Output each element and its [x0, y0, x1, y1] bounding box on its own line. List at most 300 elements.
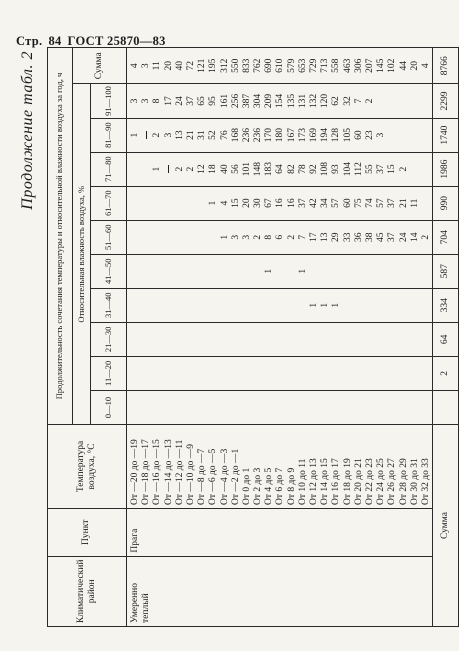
- value-cell: 20: [241, 198, 252, 208]
- sum-value: 550: [230, 58, 241, 73]
- sum-value: 72: [185, 61, 196, 71]
- value-cell: [287, 391, 298, 424]
- sum-row-value: 1986: [433, 152, 459, 186]
- value-cell: [421, 84, 432, 117]
- value-cell: [343, 255, 354, 288]
- value-cell: [186, 187, 197, 220]
- header-rh-range: 0—10: [91, 390, 127, 424]
- sum-value: 4: [130, 63, 140, 69]
- value-cell: [253, 323, 264, 356]
- value-cell: 31: [197, 130, 208, 140]
- value-cell: [141, 357, 152, 390]
- value-cell: [220, 255, 231, 288]
- value-cell: 30: [253, 198, 264, 208]
- sum-value: 20: [409, 61, 420, 71]
- value-cell: [387, 255, 398, 288]
- value-cell: [376, 84, 387, 117]
- value-cell: [197, 187, 208, 220]
- value-cell: [175, 221, 186, 254]
- value-cell: [320, 323, 331, 356]
- value-cell: 3: [141, 98, 152, 104]
- value-cell: [410, 289, 421, 322]
- value-cell: [164, 289, 175, 322]
- value-cell: 161: [219, 93, 230, 109]
- value-cell: 37: [387, 232, 398, 242]
- value-cell: 40: [219, 164, 230, 174]
- value-cell: [421, 153, 432, 186]
- sum-row-label: Сумма: [433, 424, 459, 626]
- value-cell: [399, 391, 410, 424]
- value-cell: [331, 391, 342, 424]
- value-cell: 183: [264, 161, 275, 177]
- value-cell: 24: [174, 96, 185, 106]
- value-cell: [152, 323, 163, 356]
- sum-value: 558: [331, 58, 342, 73]
- temperature-label: От 26 до 27: [387, 458, 398, 505]
- value-cell: [331, 323, 342, 356]
- sum-value: 3: [141, 63, 152, 69]
- sum-value: 312: [219, 58, 230, 73]
- value-cell: [399, 255, 410, 288]
- temperature-label: От 10 до 11: [297, 458, 308, 505]
- sum-value: 11: [152, 61, 163, 71]
- value-cell: [152, 221, 163, 254]
- value-cell: [421, 323, 432, 356]
- value-cell: 1: [130, 132, 140, 138]
- sum-value: 690: [264, 58, 275, 73]
- value-cell: 24: [398, 232, 409, 242]
- value-cell: [253, 357, 264, 390]
- value-cell: [164, 153, 175, 186]
- value-cell: 173: [297, 127, 308, 143]
- value-cell: [242, 357, 253, 390]
- point-cell: Прага: [127, 508, 433, 556]
- value-cell: [264, 357, 275, 390]
- header-rh-range: 21—30: [91, 322, 127, 356]
- value-cell: [331, 255, 342, 288]
- value-cell: [376, 357, 387, 390]
- value-cell: [197, 255, 208, 288]
- value-cell: [231, 357, 242, 390]
- value-cell: 93: [331, 164, 342, 174]
- value-cell: 169: [309, 127, 319, 143]
- sum-row-value: 334: [433, 288, 459, 322]
- value-cell: [399, 323, 410, 356]
- value-cell: 78: [297, 164, 308, 174]
- sum-row-value: [433, 390, 459, 424]
- rh-column-cell: [127, 322, 433, 356]
- value-cell: [141, 289, 152, 322]
- sum-value: 207: [364, 58, 375, 73]
- temperature-label: От —6 до —5: [208, 448, 219, 505]
- value-cell: [231, 391, 242, 424]
- temperature-label: От 20 до 21: [353, 458, 364, 505]
- temperature-label: От 30 до 31: [409, 458, 420, 505]
- header-rh-range: 81—90: [91, 118, 127, 152]
- value-cell: 120: [320, 93, 331, 109]
- value-cell: [141, 119, 152, 152]
- value-cell: 131: [297, 93, 308, 109]
- value-cell: 11: [409, 198, 420, 208]
- rh-column-cell: [127, 356, 433, 390]
- value-cell: [410, 119, 421, 152]
- value-cell: 13: [174, 130, 185, 140]
- value-cell: 304: [253, 93, 264, 109]
- sum-value: 463: [342, 58, 353, 73]
- value-cell: 17: [163, 96, 174, 106]
- value-cell: [220, 391, 231, 424]
- value-cell: 112: [353, 162, 364, 177]
- value-cell: [231, 255, 242, 288]
- value-cell: [164, 391, 175, 424]
- value-cell: [399, 84, 410, 117]
- value-cell: [421, 357, 432, 390]
- value-cell: [421, 187, 432, 220]
- value-cell: 38: [364, 232, 375, 242]
- value-cell: [197, 357, 208, 390]
- value-cell: 387: [241, 93, 252, 109]
- value-cell: 132: [309, 93, 319, 109]
- table-caption: Продолжение табл. 2: [19, 51, 36, 210]
- value-cell: 37: [387, 198, 398, 208]
- value-cell: 23: [364, 130, 375, 140]
- value-cell: [309, 255, 320, 288]
- value-cell: [130, 187, 141, 220]
- header-sum: Сумма: [73, 48, 127, 84]
- value-cell: [275, 357, 286, 390]
- value-cell: [164, 221, 175, 254]
- value-cell: 37: [376, 164, 387, 174]
- value-cell: 21: [398, 198, 409, 208]
- rh-column-cell: [127, 84, 433, 118]
- value-cell: [309, 391, 320, 424]
- value-cell: [387, 323, 398, 356]
- value-cell: 75: [353, 198, 364, 208]
- table-body-row: [127, 48, 433, 627]
- value-cell: 95: [208, 96, 219, 106]
- value-cell: [365, 255, 376, 288]
- value-cell: [253, 255, 264, 288]
- value-cell: [264, 323, 275, 356]
- value-cell: [141, 323, 152, 356]
- value-cell: [264, 391, 275, 424]
- temperature-label: От 0 до 1: [241, 467, 252, 505]
- temperature-label: От —18 до —17: [141, 439, 152, 505]
- header-temperature: Температура воздуха, °С: [48, 424, 127, 508]
- value-cell: [421, 119, 432, 152]
- value-cell: 57: [376, 198, 387, 208]
- value-cell: [421, 289, 432, 322]
- value-cell: [130, 357, 141, 390]
- value-cell: [343, 323, 354, 356]
- value-cell: 15: [230, 198, 241, 208]
- value-cell: [175, 289, 186, 322]
- sum-row-value: 587: [433, 254, 459, 288]
- value-cell: [331, 357, 342, 390]
- value-cell: [354, 323, 365, 356]
- value-cell: [175, 255, 186, 288]
- value-cell: 2: [152, 132, 163, 138]
- value-cell: [376, 255, 387, 288]
- value-cell: 180: [275, 127, 286, 143]
- sum-row-value: 990: [433, 186, 459, 220]
- rh-column-cell: [127, 220, 433, 254]
- value-cell: [410, 357, 421, 390]
- value-cell: 17: [309, 232, 319, 242]
- value-cell: [231, 289, 242, 322]
- dash-mark: [146, 131, 147, 139]
- temperature-label: От 14 до 15: [320, 458, 331, 505]
- data-table: [47, 47, 450, 627]
- temperature-label: От 12 до 13: [309, 458, 319, 505]
- value-cell: [130, 323, 141, 356]
- value-cell: [354, 255, 365, 288]
- rh-column-cell: [127, 118, 433, 152]
- value-cell: [421, 391, 432, 424]
- value-cell: 104: [342, 161, 353, 177]
- sum-value: 653: [297, 58, 308, 73]
- value-cell: [264, 289, 275, 322]
- value-cell: 74: [364, 198, 375, 208]
- value-cell: 2: [286, 234, 297, 240]
- value-cell: 1: [208, 200, 219, 206]
- value-cell: [376, 391, 387, 424]
- value-cell: [298, 323, 309, 356]
- value-cell: 57: [331, 198, 342, 208]
- value-cell: [410, 255, 421, 288]
- value-cell: 168: [230, 127, 241, 143]
- value-cell: 3: [241, 234, 252, 240]
- value-cell: [197, 323, 208, 356]
- value-cell: [275, 391, 286, 424]
- value-cell: 34: [320, 198, 331, 208]
- value-cell: [354, 289, 365, 322]
- value-cell: 7: [297, 234, 308, 240]
- sum-row-value: 64: [433, 322, 459, 356]
- value-cell: [186, 323, 197, 356]
- value-cell: [287, 289, 298, 322]
- sum-value: 44: [398, 61, 409, 71]
- value-cell: [410, 391, 421, 424]
- value-cell: [175, 357, 186, 390]
- sum-value: 833: [241, 58, 252, 73]
- sum-value: 729: [309, 58, 319, 73]
- value-cell: [175, 391, 186, 424]
- value-cell: [141, 153, 152, 186]
- value-cell: [320, 255, 331, 288]
- temperature-label: От —2 до —1: [230, 448, 241, 505]
- value-cell: [309, 323, 320, 356]
- temperature-label: От 16 до 17: [331, 458, 342, 505]
- value-cell: 62: [331, 96, 342, 106]
- value-cell: 1: [309, 302, 319, 308]
- value-cell: [399, 289, 410, 322]
- value-cell: 128: [331, 127, 342, 143]
- value-cell: [208, 323, 219, 356]
- value-cell: [320, 391, 331, 424]
- value-cell: [186, 255, 197, 288]
- sum-value: 306: [353, 58, 364, 73]
- value-cell: 21: [185, 130, 196, 140]
- value-cell: 2: [253, 234, 264, 240]
- value-cell: 105: [342, 127, 353, 143]
- temperature-label: От 2 до 3: [253, 467, 264, 505]
- value-cell: [421, 255, 432, 288]
- value-cell: [152, 391, 163, 424]
- value-cell: [141, 255, 152, 288]
- value-cell: [220, 323, 231, 356]
- value-cell: [298, 357, 309, 390]
- value-cell: [164, 357, 175, 390]
- value-cell: 18: [208, 164, 219, 174]
- sum-row-value: 8766: [433, 48, 459, 84]
- temperature-label: От —4 до —3: [219, 448, 230, 505]
- value-cell: [141, 221, 152, 254]
- value-cell: [387, 357, 398, 390]
- temperature-label: От 28 до 29: [398, 458, 409, 505]
- value-cell: 1: [219, 234, 230, 240]
- value-cell: 92: [309, 164, 319, 174]
- header-rh-range: 71—80: [91, 152, 127, 186]
- value-cell: [343, 391, 354, 424]
- value-cell: [287, 357, 298, 390]
- header-rh-range: 31—40: [91, 288, 127, 322]
- header-duration-title: Продолжительность сочетания температуры и относительной влажности воздуха за год, ч: [48, 48, 73, 425]
- value-cell: 52: [208, 130, 219, 140]
- value-cell: [208, 221, 219, 254]
- rotated-table-block: [15, 47, 450, 627]
- value-cell: [365, 323, 376, 356]
- value-cell: [197, 391, 208, 424]
- value-cell: [208, 289, 219, 322]
- value-cell: [208, 357, 219, 390]
- value-cell: 2: [398, 166, 409, 172]
- sum-column-cell: [127, 48, 433, 84]
- value-cell: [354, 391, 365, 424]
- sum-row-value: 2299: [433, 84, 459, 118]
- standard-code: ГОСТ 25870—83: [67, 34, 166, 48]
- temperature-label: От 32 до 33: [420, 458, 431, 505]
- value-cell: [164, 323, 175, 356]
- sum-value: 20: [163, 61, 174, 71]
- value-cell: 1: [331, 302, 342, 308]
- value-cell: 7: [353, 98, 364, 104]
- value-cell: [197, 289, 208, 322]
- sum-value: 713: [320, 58, 331, 73]
- value-cell: 1: [152, 166, 163, 172]
- value-cell: [197, 221, 208, 254]
- value-cell: 82: [286, 164, 297, 174]
- rh-column-cell: [127, 288, 433, 322]
- value-cell: [253, 391, 264, 424]
- temperature-label: От —16 до —15: [152, 439, 163, 505]
- header-rh-range: 41—50: [91, 254, 127, 288]
- value-cell: [410, 153, 421, 186]
- value-cell: [365, 391, 376, 424]
- header-climate-region: Климатический район: [48, 556, 127, 626]
- value-cell: 56: [230, 164, 241, 174]
- value-cell: [164, 187, 175, 220]
- temperature-label: От 6 до 7: [275, 467, 286, 505]
- value-cell: [186, 391, 197, 424]
- value-cell: 1: [320, 302, 331, 308]
- value-cell: 8: [264, 234, 275, 240]
- value-cell: 2: [174, 166, 185, 172]
- value-cell: 3: [376, 132, 387, 138]
- value-cell: 135: [286, 93, 297, 109]
- value-cell: 37: [185, 96, 196, 106]
- value-cell: [399, 119, 410, 152]
- value-cell: 2: [185, 166, 196, 172]
- value-cell: 209: [264, 93, 275, 109]
- sum-value: 762: [253, 58, 264, 73]
- value-cell: 60: [353, 130, 364, 140]
- value-cell: 3: [130, 98, 140, 104]
- value-cell: 76: [219, 130, 230, 140]
- sum-value: 579: [286, 58, 297, 73]
- value-cell: [186, 357, 197, 390]
- value-cell: 14: [409, 232, 420, 242]
- sum-value: 40: [174, 61, 185, 71]
- value-cell: [208, 255, 219, 288]
- value-cell: [152, 255, 163, 288]
- header-rh-range: 91—100: [91, 84, 127, 118]
- rh-column-cell: [127, 152, 433, 186]
- value-cell: [365, 357, 376, 390]
- sum-row-value: 1740: [433, 118, 459, 152]
- value-cell: [376, 323, 387, 356]
- header-rh-range: 61—70: [91, 186, 127, 220]
- value-cell: [343, 357, 354, 390]
- dash-mark: [168, 165, 169, 173]
- value-cell: [186, 289, 197, 322]
- value-cell: [298, 391, 309, 424]
- value-cell: [231, 323, 242, 356]
- temperature-label: От 24 до 25: [376, 458, 387, 505]
- value-cell: 167: [286, 127, 297, 143]
- value-cell: 236: [253, 127, 264, 143]
- value-cell: [275, 289, 286, 322]
- value-cell: [399, 357, 410, 390]
- value-cell: [152, 187, 163, 220]
- value-cell: [175, 187, 186, 220]
- value-cell: 16: [275, 198, 286, 208]
- value-cell: [275, 323, 286, 356]
- value-cell: [164, 255, 175, 288]
- value-cell: [410, 323, 421, 356]
- value-cell: [242, 323, 253, 356]
- value-cell: [130, 391, 141, 424]
- value-cell: [298, 289, 309, 322]
- value-cell: 148: [253, 161, 264, 177]
- sum-row-value: 2: [433, 356, 459, 390]
- value-cell: 64: [275, 164, 286, 174]
- value-cell: [175, 323, 186, 356]
- value-cell: 37: [297, 198, 308, 208]
- value-cell: 4: [219, 200, 230, 206]
- value-cell: 32: [342, 96, 353, 106]
- value-cell: 1: [297, 268, 308, 274]
- value-cell: 1: [264, 268, 275, 274]
- value-cell: [376, 289, 387, 322]
- value-cell: [275, 255, 286, 288]
- value-cell: [242, 391, 253, 424]
- value-cell: 6: [275, 234, 286, 240]
- temperature-label: От —12 до —11: [174, 439, 185, 505]
- temperature-label: От —10 до —9: [185, 443, 196, 505]
- temperature-cell: [127, 424, 433, 508]
- value-cell: 256: [230, 93, 241, 109]
